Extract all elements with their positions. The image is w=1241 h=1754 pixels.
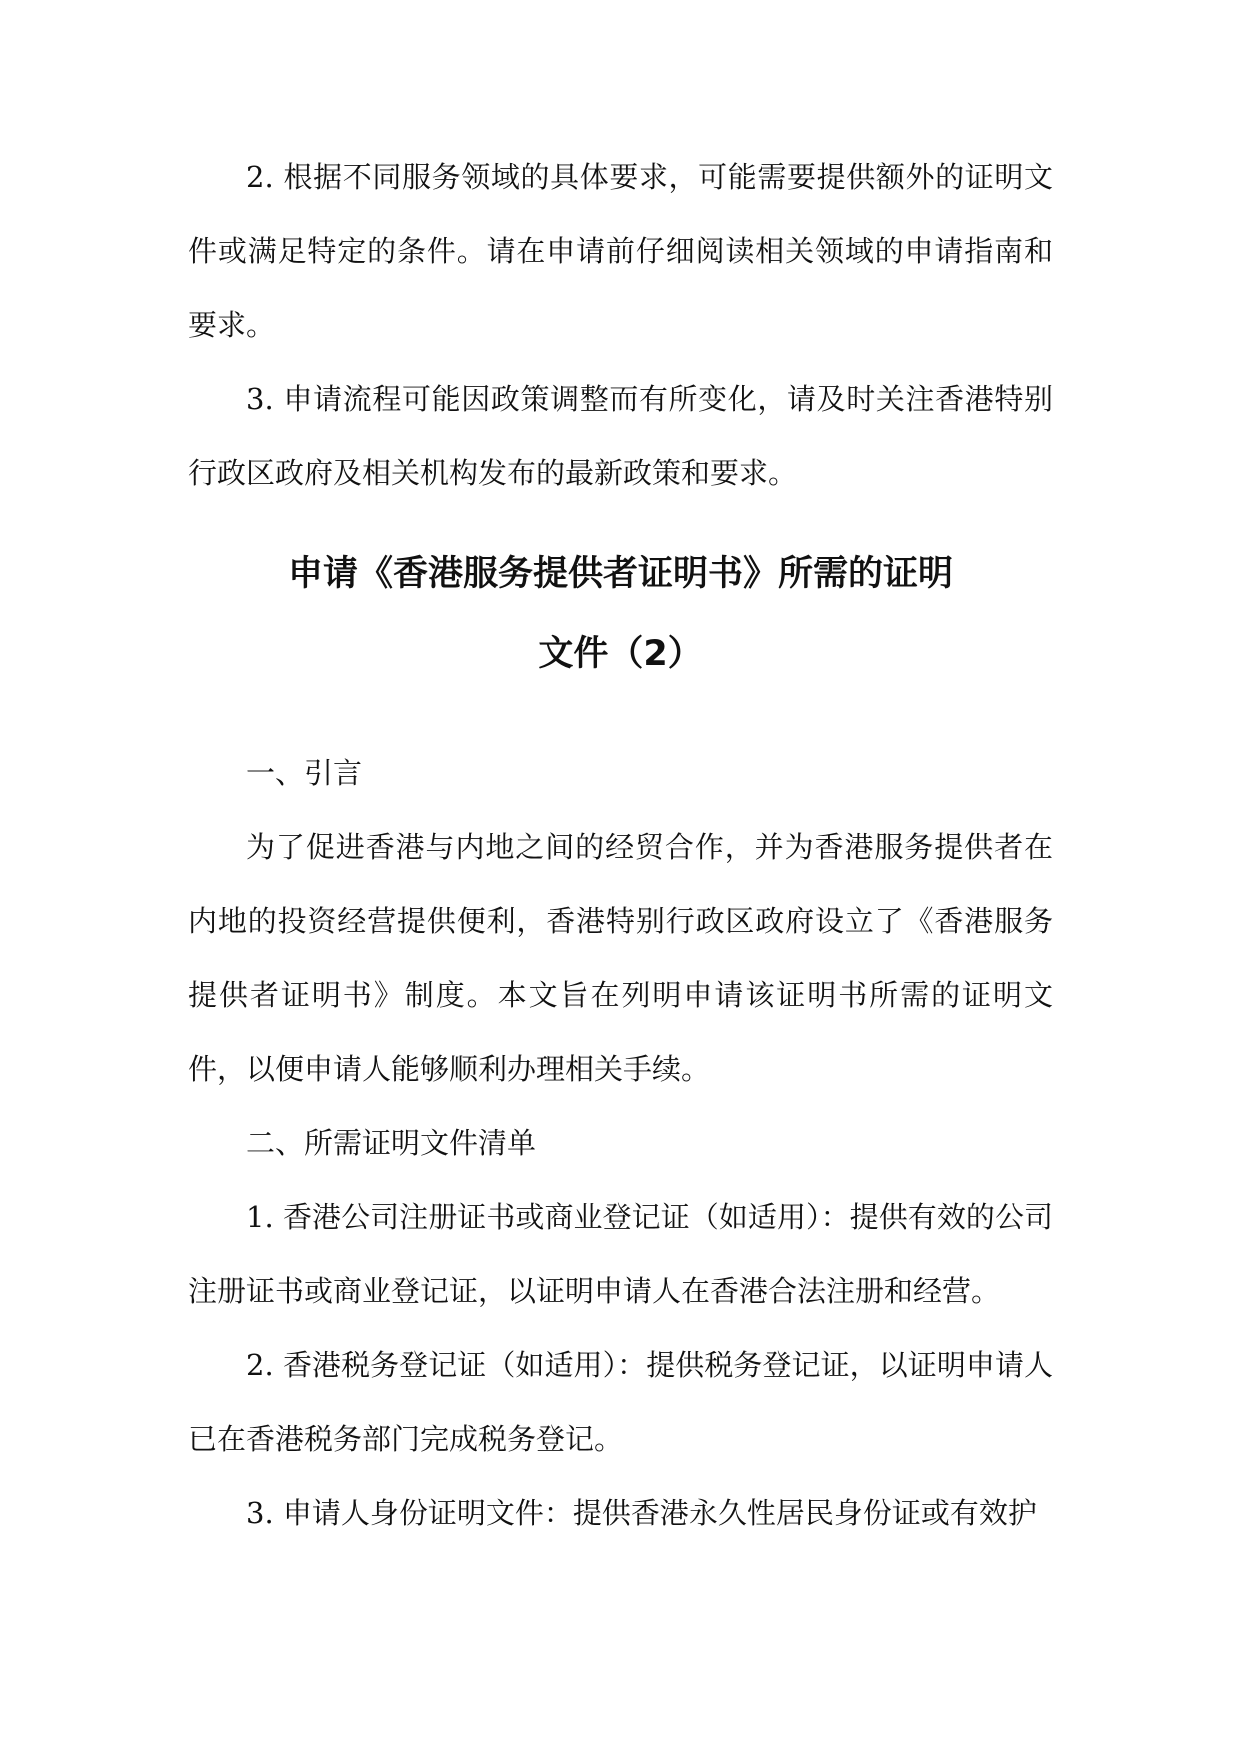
document-title [188,534,1053,694]
document-list-item-3: 3. 申请人身份证明文件：提供香港永久性居民身份证或有效护 [246,1496,1037,1530]
document-content [188,140,1053,1550]
document-list-item-2: 2. 香港税务登记证（如适用）：提供税务登记证，以证明申请人已在香港税务部门完成税务登记。 [188,1348,1053,1456]
introduction-paragraph: 为了促进香港与内地之间的经贸合作，并为香港服务提供者在内地的投资经营提供便利，香港特别行政区政府设立了《香港服务提供者证明书》制度。本文旨在列明申请该证明书所需的证明文件，以便申请人能够顺利办理相关手续。 [188,830,1053,1086]
note-paragraph-2: 2. 根据不同服务领域的具体要求，可能需要提供额外的证明文件或满足特定的条件。请在申请前仔细阅读相关领域的申请指南和要求。 [188,160,1053,342]
note-paragraph-3: 3. 申请流程可能因政策调整而有所变化，请及时关注香港特别行政区政府及相关机构发布的最新政策和要求。 [188,382,1053,490]
document-list-item-1: 1. 香港公司注册证书或商业登记证（如适用）：提供有效的公司注册证书或商业登记证，以证明申请人在香港合法注册和经营。 [188,1200,1053,1308]
section-heading-introduction: 一、引言 [246,756,363,790]
section-heading-document-list: 二、所需证明文件清单 [246,1126,537,1160]
document-title-line-2: 文件（2） [538,634,703,674]
document-title-line-1: 申请《香港服务提供者证明书》所需的证明 [287,554,953,594]
